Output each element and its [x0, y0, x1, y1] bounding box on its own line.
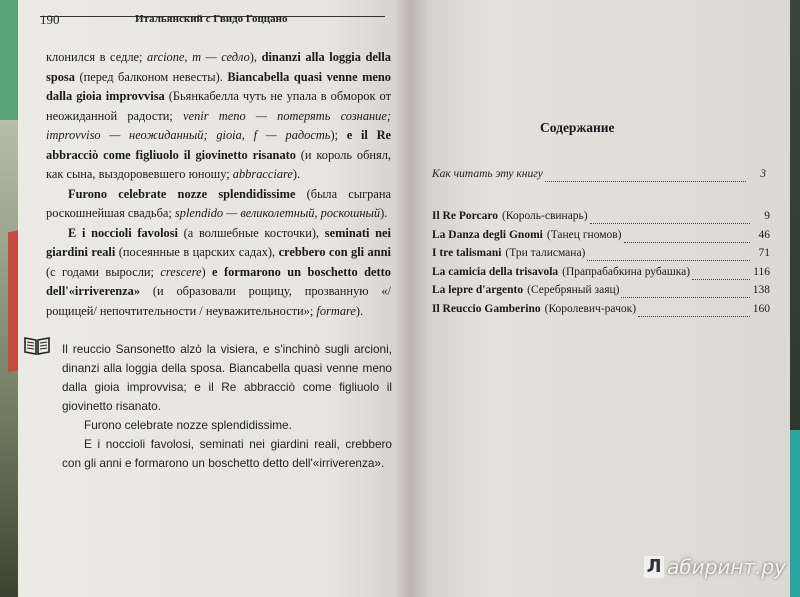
toc-entry-translation: (Серебряный заяц) [527, 284, 620, 296]
translation-text: (а волшебные косточки), [177, 225, 325, 240]
watermark [644, 555, 786, 579]
gloss-note: splendido — великолетный, роскошный [174, 206, 381, 220]
translation-text: (Бьянкабелла чуть не упала в обморок от неожиданной радости; [46, 89, 391, 123]
translation-text: (и образовали рощицу, прозванную «/рощицей/ непочтительности / неуважительности»; [46, 284, 391, 318]
reading-paragraph: E i noccioli favolosi, seminati nei giardini reali, crebbero con gli anni e formarono un boschetto detto dell'«irriverenza». [62, 437, 392, 470]
running-head [40, 12, 385, 27]
toc-leader-dots [638, 307, 750, 317]
toc-entry-page: 71 [758, 247, 770, 259]
toc-entry-translation: (Танец гномов) [546, 228, 622, 241]
toc-leader-dots [624, 233, 750, 243]
italian-phrase: seminati nei giardini reali [46, 225, 392, 259]
translation-text: ) [201, 264, 213, 279]
translation-text: (и король обнял, как сына, выздоровевшего юношу; [46, 147, 392, 181]
toc-entry-page: 116 [753, 265, 770, 278]
toc-entry [432, 210, 770, 229]
toc-entry [432, 303, 770, 322]
toc-intro-title: Как читать эту книгу [432, 168, 543, 180]
toc-leader-dots [590, 214, 750, 224]
toc-entry-page: 46 [758, 228, 770, 241]
toc-leader-dots [587, 251, 750, 261]
translation-text: ). [292, 167, 301, 181]
translation-text: клонился в седле; [46, 50, 148, 64]
toc-entry-title: Il Re Porcaro [432, 210, 499, 222]
toc-entry-title: I tre talismani [432, 247, 502, 259]
italian-phrase: Biancabella quasi venne meno dalla gioia improvvisa [46, 69, 391, 103]
gloss-paragraph [46, 48, 391, 185]
page-number: 190 [40, 12, 60, 27]
italian-phrase: dinanzi alla loggia della sposa [46, 50, 391, 84]
translation-text: ), [249, 50, 262, 64]
gloss-note: venir meno — потерять сознание; improvviso — неожиданный; gioia, f — радость [46, 108, 391, 142]
toc-intro-page: 3 [760, 168, 766, 180]
reading-text [62, 340, 392, 473]
open-book-icon [24, 336, 50, 356]
gloss-note: arcione, m — седло [147, 50, 250, 64]
toc-entry [432, 229, 770, 248]
toc-entry-title: La camicia della trisavola [432, 265, 559, 278]
toc-list [432, 210, 770, 321]
toc-entry [432, 247, 770, 266]
toc-entry-page: 9 [764, 210, 770, 222]
reading-paragraph: Furono celebrate nozze splendidissime. [84, 418, 292, 432]
gloss-paragraph [46, 224, 391, 322]
running-title: Итальянский с Гвидо Гоццано [135, 13, 288, 25]
toc-leader-dots [692, 270, 750, 280]
toc-leader-dots [621, 288, 750, 298]
toc-entry-translation: (Три талисмана) [505, 247, 586, 259]
italian-phrase: Furono celebrate nozze splendidissime [68, 186, 296, 201]
toc-entry-page: 138 [752, 284, 770, 296]
gloss-note: crescere [160, 264, 202, 279]
translation-text: ); [330, 128, 347, 142]
toc-entry-title: La lepre d'argento [432, 284, 524, 296]
translation-text: ). [380, 206, 388, 220]
toc-entry-title: Il Reuccio Gamberino [432, 302, 541, 315]
toc-entry-translation: (Король-свинарь) [502, 210, 588, 222]
toc-entry [432, 284, 770, 303]
translation-text: (посеянные в царских садах), [115, 245, 279, 259]
translation-text: ). [355, 303, 364, 318]
gloss-note: abbracciare [232, 167, 293, 181]
reading-paragraph: Il reuccio Sansonetto alzò la visiera, e s'inchinò sugli arcioni, dinanzi alla loggia della sposa. Biancabella quasi venne meno dalla gioia improvvisa; e il Re abbracciò come figliuolo il giovinetto risanato. [62, 342, 392, 413]
gloss-note: formare [316, 303, 356, 318]
gloss-paragraph [46, 185, 391, 224]
annotated-text [46, 48, 391, 321]
translation-text: (перед балконом невесты). [74, 69, 228, 84]
watermark-badge: Л [644, 556, 664, 578]
toc-title: Содержание [540, 120, 615, 135]
watermark-text: абиринт.ру [667, 555, 786, 579]
translation-text: (с годами выросли; [46, 264, 161, 279]
toc-entry-page: 160 [752, 302, 770, 315]
italian-phrase: crebbero con gli anni [278, 245, 391, 259]
toc-entry-title: La Danza degli Gnomi [432, 228, 543, 241]
italian-phrase: e formarono un boschetto detto dell'«irriverenza» [46, 264, 391, 298]
italian-phrase: e il Re abbracciò come figliuolo il giovinetto risanato [46, 128, 392, 162]
translation-text: (была сыграна роскошнейшая свадьба; [46, 186, 391, 220]
toc-entry [432, 266, 770, 285]
toc-entry-translation: (Прапрабабкина рубашка) [562, 265, 691, 278]
italian-phrase: E i noccioli favolosi [68, 225, 178, 240]
toc-intro-row [432, 168, 766, 187]
toc-leader-dots [545, 172, 746, 182]
toc-entry-translation: (Королевич-рачок) [544, 302, 637, 315]
